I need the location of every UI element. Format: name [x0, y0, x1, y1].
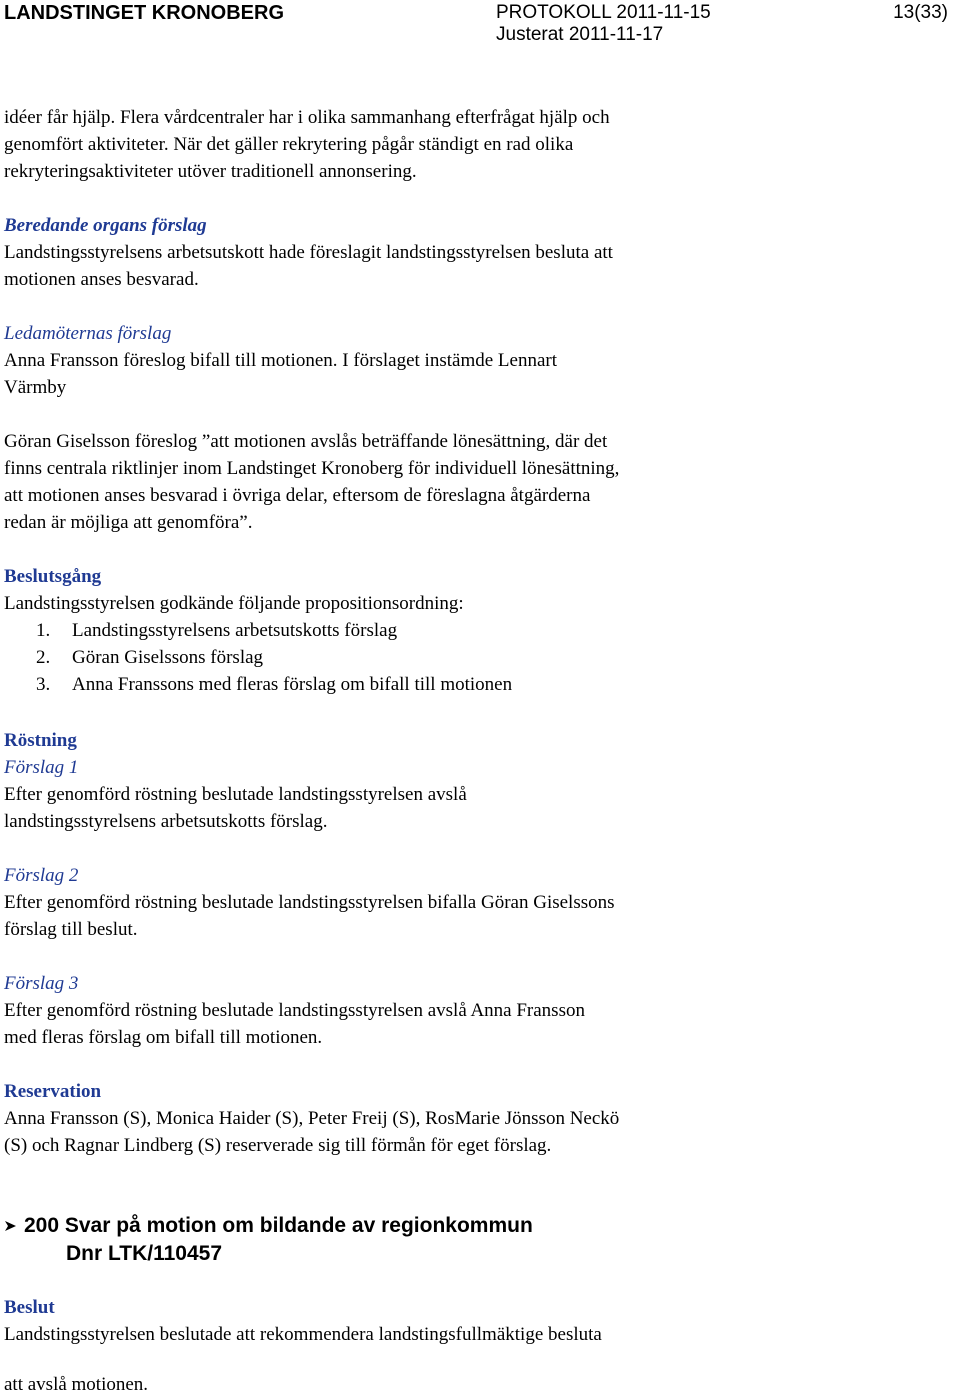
- proposition-item: [36, 644, 263, 671]
- beslut-line: Landstingsstyrelsen beslutade att rekommendera landstingsfullmäktige besluta: [4, 1324, 602, 1345]
- page-number: 13(33): [893, 2, 948, 23]
- section-dnr: Dnr LTK/110457: [66, 1242, 223, 1265]
- beslutsgang-heading: Beslutsgång: [4, 566, 102, 587]
- beredande-heading: Beredande organs förslag: [4, 215, 207, 236]
- giselsson-line: att motionen anses besvarad i övriga delar, eftersom de föreslagna åtgärderna: [4, 485, 591, 506]
- proposal-line: Efter genomförd röstning beslutade landstingsstyrelsen avslå: [4, 784, 467, 805]
- rostning-heading: Röstning: [4, 730, 77, 751]
- proposition-number: 3.: [36, 674, 51, 695]
- reservation-line: Anna Fransson (S), Monica Haider (S), Peter Freij (S), RosMarie Jönsson Neckö: [4, 1108, 620, 1129]
- header-adjusted-date: Justerat 2011-11-17: [496, 24, 664, 45]
- proposition-text: Anna Franssons med fleras förslag om bifall till motionen: [72, 674, 513, 695]
- proposal-line: landstingsstyrelsens arbetsutskotts förslag.: [4, 811, 328, 832]
- proposition-text: Landstingsstyrelsens arbetsutskotts förslag: [72, 620, 398, 641]
- beslut-line: att avslå motionen.: [4, 1374, 149, 1395]
- proposal-label: Förslag 2: [4, 865, 79, 886]
- section-title-text: 200 Svar på motion om bildande av regionkommun: [24, 1214, 533, 1237]
- intro-line: rekryteringsaktiviteter utöver traditionell annonsering.: [4, 161, 417, 182]
- proposition-text: Göran Giselssons förslag: [72, 647, 264, 668]
- beredande-line: motionen anses besvarad.: [4, 269, 199, 290]
- header-organization: LANDSTINGET KRONOBERG: [4, 2, 284, 24]
- proposition-item: [36, 617, 397, 644]
- proposal-label: Förslag 3: [4, 973, 79, 994]
- giselsson-line: finns centrala riktlinjer inom Landstinget Kronoberg för individuell lönesättning,: [4, 458, 620, 479]
- ledamoter-line: Värmby: [4, 377, 67, 398]
- proposal-line: med fleras förslag om bifall till motionen.: [4, 1027, 323, 1048]
- giselsson-line: Göran Giselsson föreslog ”att motionen avslås beträffande lönesättning, där det: [4, 431, 608, 452]
- section-title: [4, 1214, 533, 1238]
- proposition-number: 1.: [36, 620, 51, 641]
- proposal-line: förslag till beslut.: [4, 919, 138, 940]
- proposal-line: Efter genomförd röstning beslutade landstingsstyrelsen bifalla Göran Giselssons: [4, 892, 615, 913]
- ledamoter-heading: Ledamöternas förslag: [4, 323, 172, 344]
- beslut-heading: Beslut: [4, 1297, 55, 1318]
- intro-line: genomfört aktiviteter. När det gäller rekrytering pågår ständigt en rad olika: [4, 134, 574, 155]
- proposition-number: 2.: [36, 647, 51, 668]
- giselsson-line: redan är möjliga att genomföra”.: [4, 512, 253, 533]
- reservation-line: (S) och Ragnar Lindberg (S) reserverade sig till förmån för eget förslag.: [4, 1135, 552, 1156]
- proposition-item: [36, 671, 512, 698]
- intro-line: idéer får hjälp. Flera vårdcentraler har i olika sammanhang efterfrågat hjälp och: [4, 107, 610, 128]
- beslutsgang-intro: Landstingsstyrelsen godkände följande propositionsordning:: [4, 593, 464, 614]
- ledamoter-line: Anna Fransson föreslog bifall till motionen. I förslaget instämde Lennart: [4, 350, 557, 371]
- header-protocol-date: PROTOKOLL 2011-11-15: [496, 2, 711, 23]
- proposal-label: Förslag 1: [4, 757, 79, 778]
- arrow-bullet-icon: [4, 1215, 18, 1229]
- proposal-line: Efter genomförd röstning beslutade landstingsstyrelsen avslå Anna Fransson: [4, 1000, 585, 1021]
- beredande-line: Landstingsstyrelsens arbetsutskott hade föreslagit landstingsstyrelsen besluta att: [4, 242, 613, 263]
- reservation-heading: Reservation: [4, 1081, 102, 1102]
